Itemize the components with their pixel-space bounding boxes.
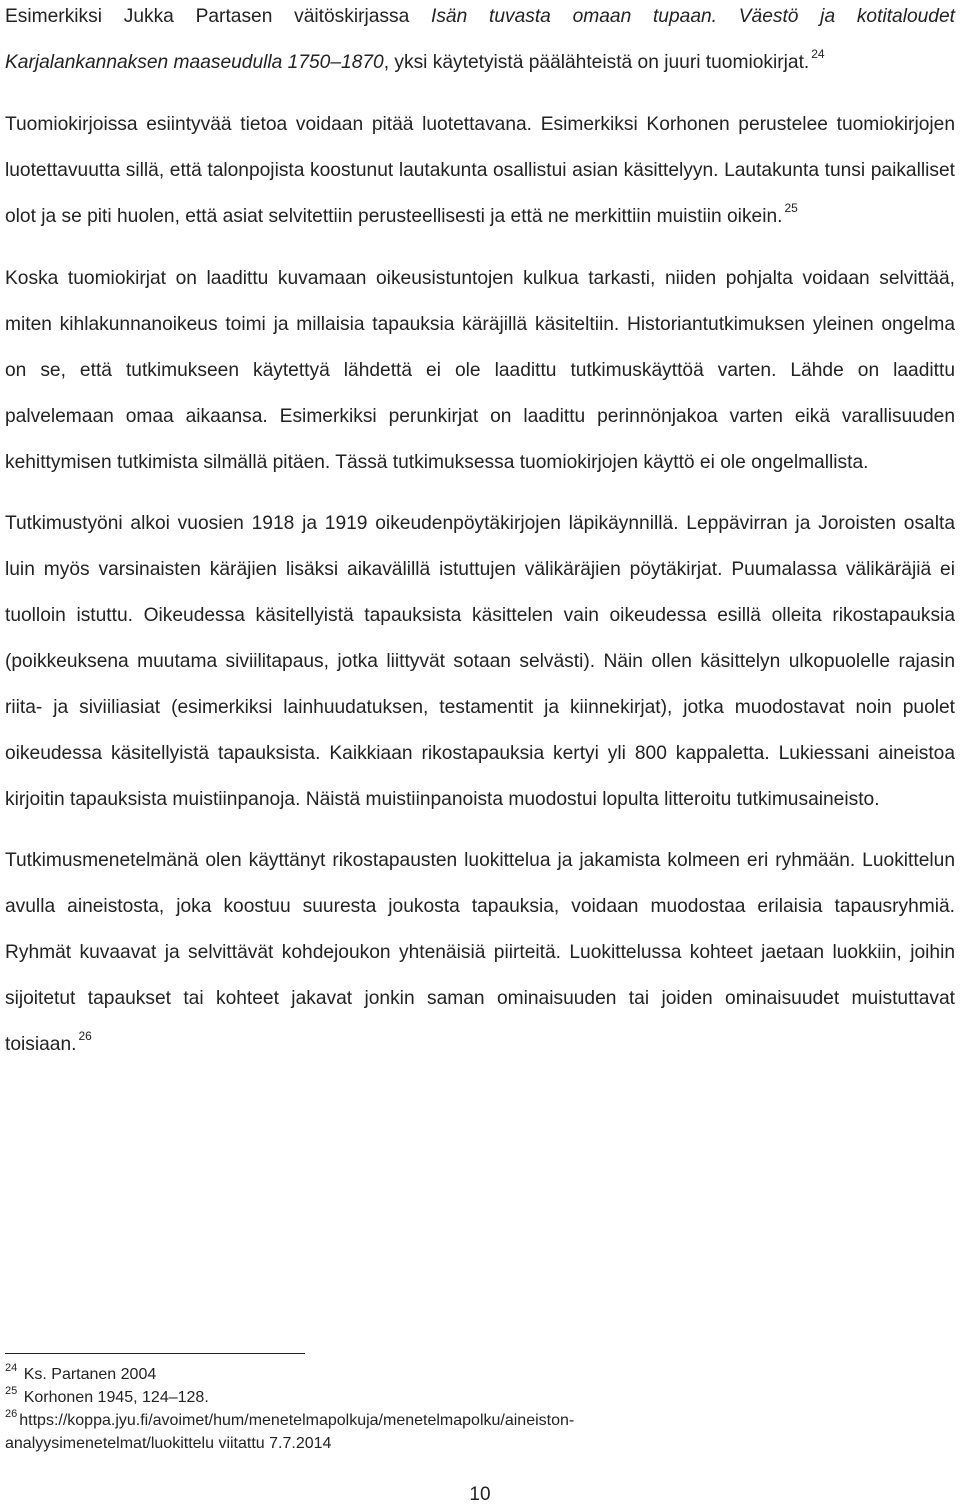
footnote-text: analyysimenetelmat/luokittelu viitattu 7.7.2014 (5, 1435, 332, 1452)
paragraph-1-text-a: Esimerkiksi Jukka Partasen väitöskirjassa (5, 6, 431, 27)
footnotes (5, 1364, 955, 1455)
footnote-link[interactable]: https://koppa.jyu.fi/avoimet/hum/menetelmapolkuja/menetelmapolku/aineiston- (19, 1412, 575, 1429)
paragraph-1-text-b: , yksi käytetyistä päälähteistä on juuri tuomiokirjat. (383, 52, 810, 73)
paragraph-5-text: Tutkimusmenetelmänä olen käyttänyt rikostapausten luokittelua ja jakamista kolmeen eri ryhmään. Luokittelun avulla aineistosta, joka koostuu suuresta joukosta tapauksia, voidaan muodostaa erilaisia tapausryhmiä. Ryhmät kuvaavat ja selvittävät kohdejoukon yhtenäisiä piirteitä. Luokittelussa kohteet jaetaan luokkiin, joihin sijoitetut tapaukset tai kohteet jakavat jonkin saman ominaisuuden tai joiden ominaisuudet muistuttavat toisiaan. (5, 850, 955, 1055)
paragraph-5 (5, 838, 955, 1069)
paragraph-2-text: Tuomiokirjoissa esiintyvää tietoa voidaan pitää luotettavana. Esimerkiksi Korhonen perustelee tuomiokirjojen luotettavuutta sillä, että talonpojista koostunut lautakunta osallistui asian käsittelyyn. Lautakunta tunsi paikalliset olot ja se piti huolen, että asiat selvitettiin perusteellisesti ja että ne merkittiin muistiin oikein. (5, 114, 955, 227)
document-page (5, 0, 955, 1505)
footnote-number: 24 (5, 1362, 18, 1374)
footnote-24 (5, 1364, 955, 1387)
footnote-text: Ks. Partanen 2004 (23, 1366, 157, 1383)
paragraph-3 (5, 256, 955, 486)
paragraph-4 (5, 501, 955, 823)
footnote-ref-26[interactable]: 26 (78, 1029, 92, 1043)
footnote-number: 25 (5, 1385, 18, 1397)
paragraph-4-text: Tutkimustyöni alkoi vuosien 1918 ja 1919 oikeudenpöytäkirjojen läpikäynnillä. Leppävirran ja Joroisten osalta luin myös varsinaisten käräjien lisäksi aikavälillä istuttujen välikäräjien pöytäkirjat. Puumalassa välikäräjiä ei tuolloin istuttu. Oikeudessa käsitellyistä tapauksista käsittelen vain oikeudessa esillä olleita rikostapauksia (poikkeuksena muutama siviilitapaus, jotka liittyvät sotaan selvästi). Näin ollen käsittelyn ulkopuolelle rajasin riita- ja siviiliasiat (esimerkiksi lainhuudatuksen, testamentit ja kiinnekirjat), jotka muodostavat noin puolet oikeudessa käsitellyistä tapauksista. Kaikkiaan rikostapauksia kertyi yli 800 kappaletta. Lukiessani aineistoa kirjoitin tapauksista muistiinpanoja. Näistä muistiinpanoista muodostui lopulta litteroitu tutkimusaineisto. (5, 513, 955, 810)
footnote-divider (5, 1353, 305, 1354)
dissertation-title: Isän tuvasta omaan tupaan. Väestö ja kotitaloudet Karjalankannaksen maaseudulla 1750–1870 (5, 6, 955, 73)
footnote-text: Korhonen 1945, 124–128. (23, 1389, 209, 1406)
footnote-ref-25[interactable]: 25 (784, 201, 798, 215)
footnote-25 (5, 1387, 955, 1410)
page-number: 10 (469, 1484, 491, 1505)
paragraph-3-text: Koska tuomiokirjat on laadittu kuvamaan oikeusistuntojen kulkua tarkasti, niiden pohjalta voidaan selvittää, miten kihlakunnanoikeus toimi ja millaisia tapauksia käräjillä käsiteltiin. Historiantutkimuksen yleinen ongelma on se, että tutkimukseen käytettyä lähdettä ei ole laadittu tutkimuskäyttöä varten. Lähde on laadittu palvelemaan omaa aikaansa. Esimerkiksi perunkirjat on laadittu perinnönjakoa varten eikä varallisuuden kehittymisen tutkimista silmällä pitäen. Tässä tutkimuksessa tuomiokirjojen käyttö ei ole ongelmallista. (5, 268, 955, 473)
footnote-number: 26 (5, 1408, 18, 1420)
footnote-26 (5, 1410, 955, 1455)
paragraph-1 (5, 0, 955, 87)
paragraph-2 (5, 102, 955, 241)
footnote-ref-24[interactable]: 24 (811, 47, 825, 61)
